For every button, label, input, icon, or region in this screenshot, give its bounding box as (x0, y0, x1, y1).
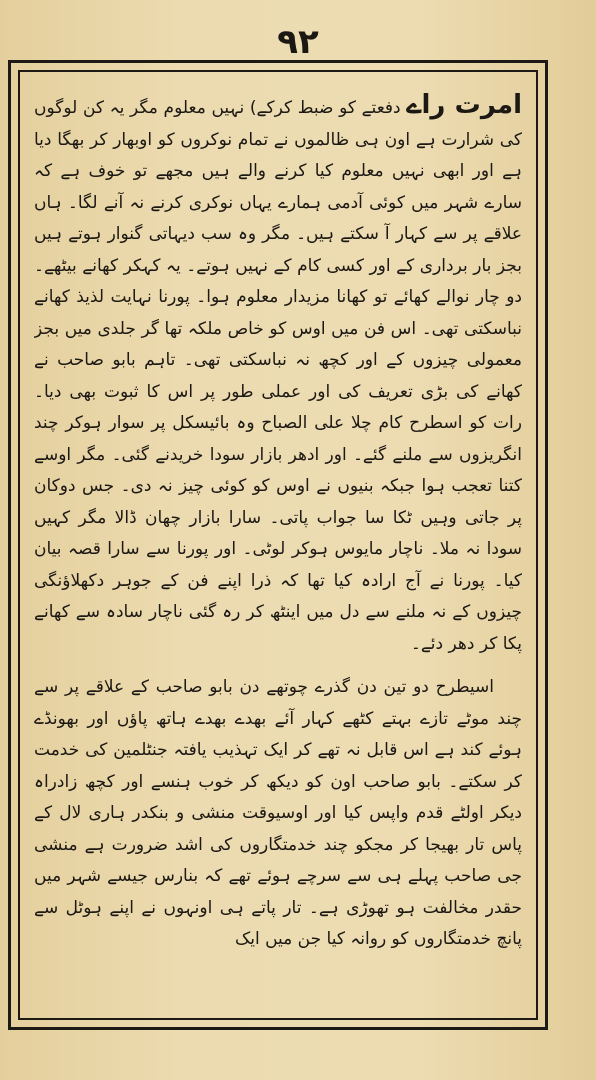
paragraph-2 (34, 672, 522, 956)
paragraph-2-text: اسیطرح دو تین دن گذرے چوتھے دن بابو صاحب کے علاقے پر سے چند موٹے تازے بہتے کٹھے کہار آئے بھدے بھدے ہاتھ پاؤں اور بھونڈے ہوئے کند ہے اس قابل نہ تھے کر ایک تہذیب یافتہ جنٹلمین کی خدمت کر سکتے۔ بابو صاحب اون کو دیکھ کر خوب ہنسے اور کچھ زادراہ دیکر اولٹے قدم واپس کیا اور اوسیوقت منشی و بنکدر ہاری لال کے پاس تار بھیجا کر مجکو چند خدمتگاروں کی اشد ضرورت ہے منشی جی صاحب پہلے ہی سے سرچے ہوئے تھے کہ بنارس جیسے شہر میں حقدر مخالفت ہو تھوڑی ہے۔ تار پاتے ہی اونہوں نے اپنے ہوٹل سے پانچ خدمتگاروں کو روانہ کیا جن میں ایک (34, 677, 522, 949)
speaker-name: امرت راے (406, 90, 522, 120)
urdu-text-block (34, 90, 522, 1006)
paragraph-1 (34, 90, 522, 660)
page-border-inner (18, 70, 538, 1020)
paragraph-1-text: دفعتے کو ضبط کرکے) نہیں معلوم مگر یہ کن لوگوں کی شرارت ہے اون ہی ظالموں نے تمام نوکروں کو اوبھار کر بھگا دیا ہے اور ابھی نہیں معلوم کیا کرنے والے ہیں مجھے تو خوف ہے کہ سارے شہر میں کوئی آدمی ہمارے یہاں نوکری کرنے نہ آنے لگا۔ ہاں علاقے پر سے کہار آ سکتے ہیں۔ مگر وہ سب دیہاتی گنوار ہوتے ہیں بجز بار برداری کے اور کسی کام کے نہیں ہوتے۔ یہ کہکر کھانے بیٹھے۔ دو چار نوالے کھائے تو کھانا مزیدار معلوم ہوا۔ پورنا نہایت لذیذ کھانے نباسکتی تھی۔ اس فن میں اوس کو خاص ملکہ تھا گر جلدی میں بجز معمولی چیزوں کے اور کچھ نہ نباسکتی تھی۔ تاہم بابو صاحب نے کھانے کی بڑی تعریف کی اور عملی طور پر اس کا ثبوت بھی دیا۔ رات کو اسطرح کام چلا علی الصباح وہ بائیسکل پر سوار ہوکر چند انگریزوں سے ملنے گئے۔ اور ادھر بازار سودا خریدنے گئی۔ مگر اوسے کتنا تعجب ہوا جبکہ بنیوں نے اوس کو کوئی چیز نہ دی۔ جس دوکان پر جاتی وہیں ٹکا سا جواب پاتی۔ سارا بازار چھان ڈالا مگر کہیں سودا نہ ملا۔ ناچار مایوس ہوکر لوٹی۔ اور پورنا سے سارا قصہ بیان کیا۔ پورنا نے آج ارادہ کیا تھا کہ ذرا اپنے فن کے جوہر دکھلاؤنگی چیزوں کے نہ ملنے سے دل میں اینٹھ کر رہ گئی ناچار سادہ سے کھانے پکا کر دھر دئے۔ (34, 98, 522, 654)
page-number: ۹۲ (277, 22, 319, 62)
